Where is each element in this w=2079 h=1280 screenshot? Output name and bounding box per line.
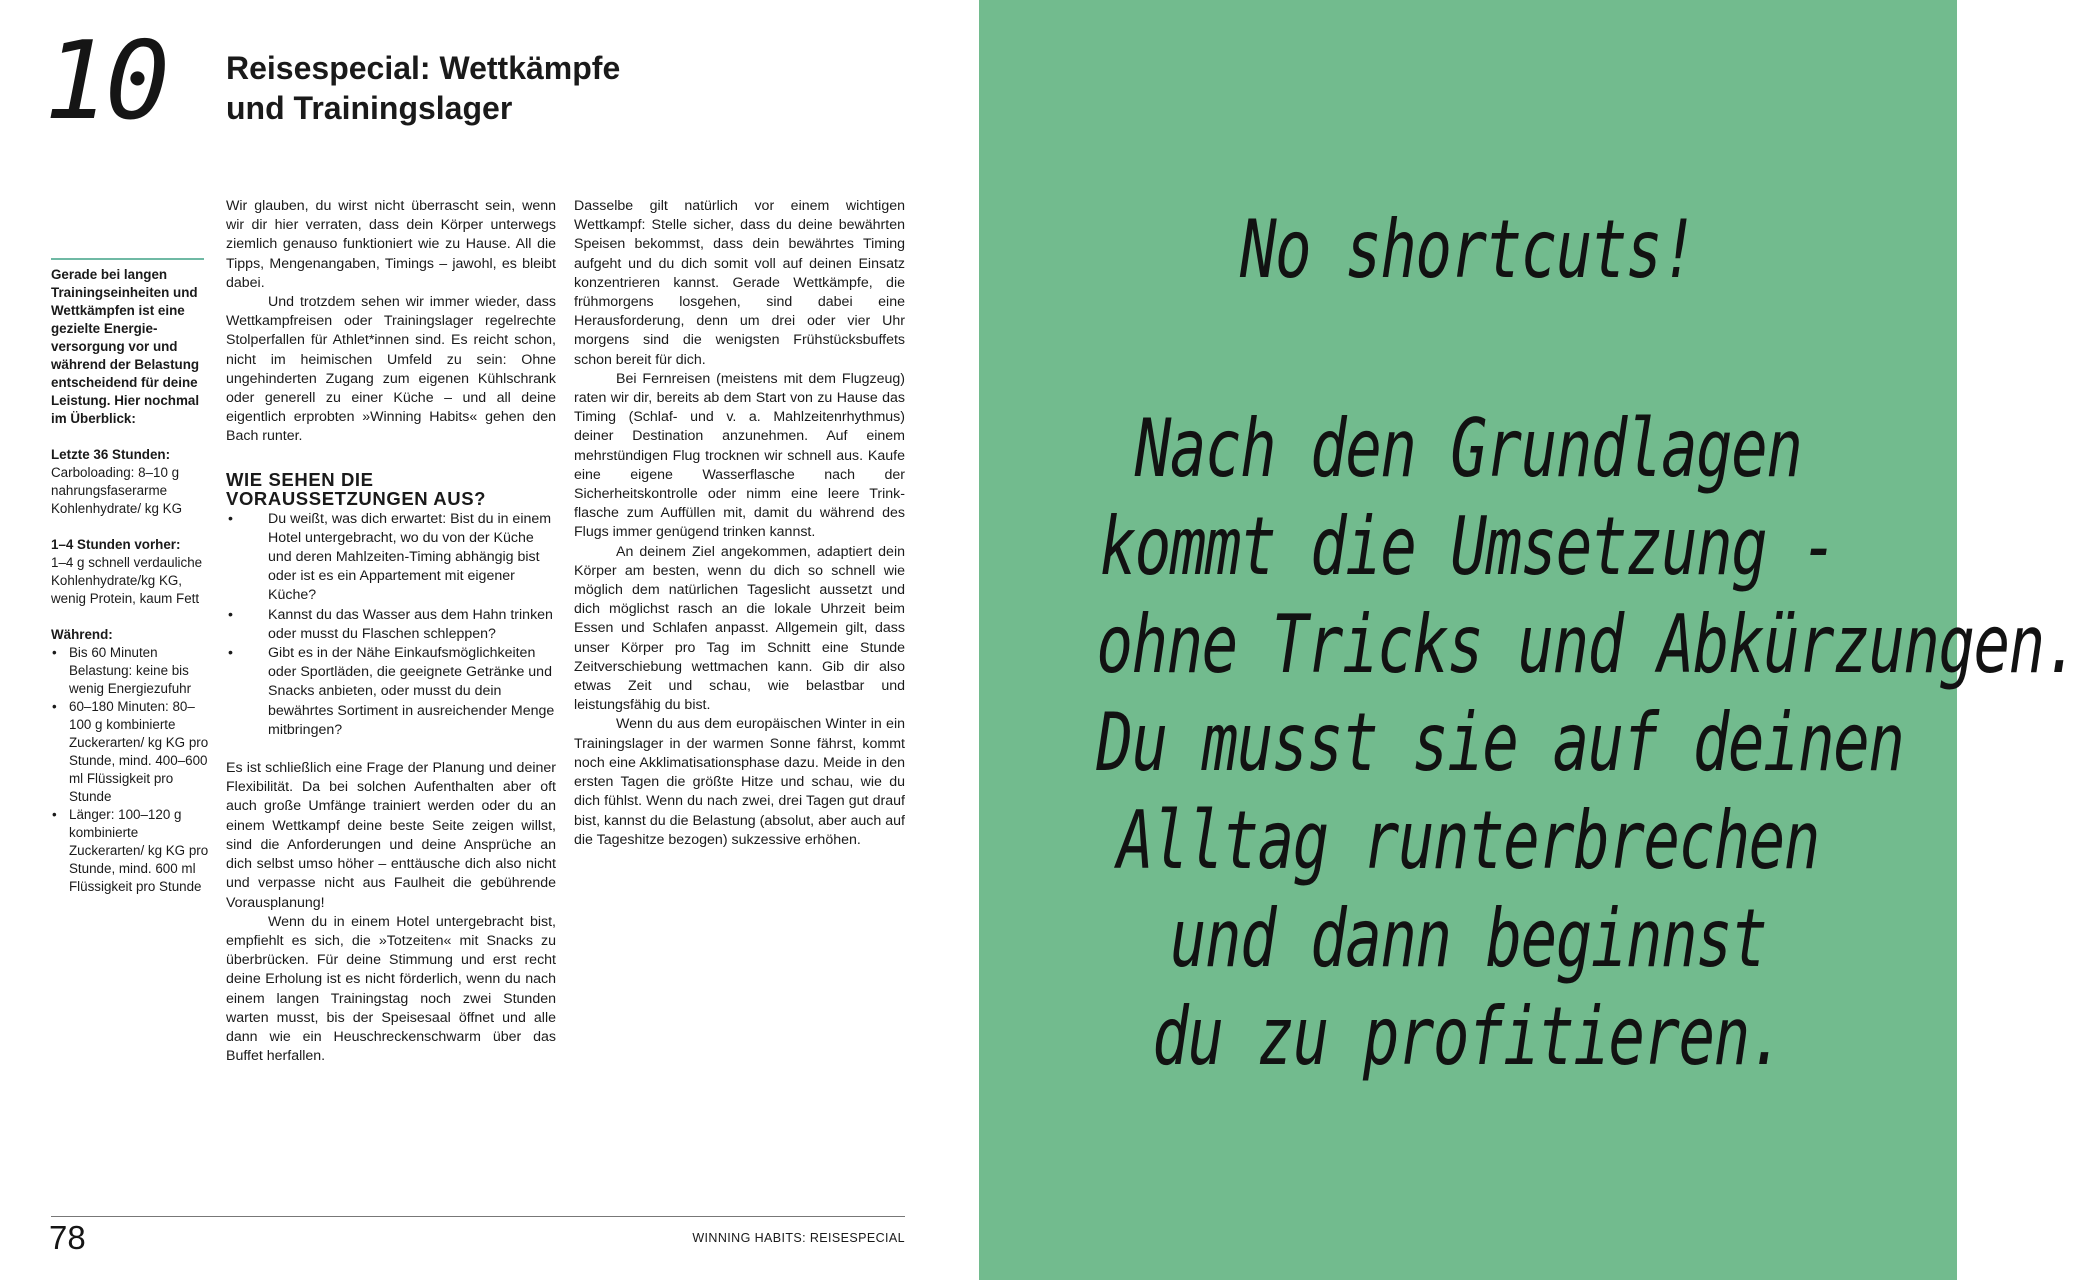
sidebar-intro: Gerade bei langen Trainingseinheiten und Wettkämpfen ist eine gezielte Energieversorgung vor und während der Belastung entscheidend für deine Leistung. Hier nochmal im Überblick: [51, 267, 200, 426]
body-paragraph: An deinem Ziel angekommen, adaptiert dein Körper am besten, wenn du dich so schnell wie möglich dem natürlichen Tageslicht aussetzt und dich möglichst rasch an die lokale Uhrzeit beim Essen und Schlafen anpasst. Allgemein gilt, dass unser Körper pro Tag im Schnitt eine Stunde Zeitverschiebung wettmachen kann. Gib dir also etwas Zeit und schau, wie belastbar und leistungsfähig du bist. [574, 543, 905, 714]
quote-line: Nach den Grundlagen [1134, 402, 1802, 495]
list-item: • Du weißt, was dich erwartet: Bist du in einem Hotel untergebracht, wo du von der Küche und deren Mahlzeiten-Timing abhängig bist oder ist es ein Appartement mit eigener Küche? [226, 510, 556, 606]
body-paragraph: Wenn du aus dem europäischen Winter in ein Trainingslager in der warmen Sonne fährst, kommt noch eine Akklimatisationsphase dazu. Meide in den ersten Tagen die größte Hitze und schau, wie du dich fühlst. Wenn du nach zwei, drei Tagen gut drauf bist, kannst du die Belastung (absolut, aber auch auf die Tageshitze bezogen) sukzessive erhöhen. [574, 716, 905, 848]
body-paragraph: Dasselbe gilt natürlich vor einem wichtigen Wettkampf: Stelle sicher, dass du deine bewährten Speisen bekommst, dass dein bewährtes Timing aufgeht und du dich somit voll auf deinen Einsatz konzentrieren kannst. Gerade Wettkämpfe, die frühmorgens losgehen, sind dabei eine Herausforderung, denn um drei oder vier Uhr morgens sind die wenigsten Frühstücksbuffets schon bereit für dich. [574, 198, 905, 368]
pull-quote [1096, 200, 2079, 1086]
sidebar-block-36h [51, 446, 211, 518]
section-heading: WIE SEHEN DIE VORAUSSETZUNGEN AUS? [226, 468, 487, 509]
quote-line: Alltag runterbrechen [1117, 794, 1819, 887]
footer-divider [51, 1216, 905, 1217]
sidebar-block-1-4h [51, 536, 211, 608]
list-item: • Bis 60 Minuten Belastung: keine bis wenig Energiezufuhr [51, 644, 211, 698]
chapter-title-line2: und Trainingslager [226, 90, 513, 126]
quote-line: kommt die Umsetzung - [1099, 500, 1837, 593]
body-column-right [574, 197, 905, 850]
quote-spacer [1096, 300, 1839, 400]
quote-heading: No shortcuts! [1239, 203, 1697, 296]
body-paragraph: Wir glauben, du wirst nicht überrascht sein, wenn wir dir hier verraten, dass dein Körper unterwegs ziemlich genauso funktioniert wie zu Hause. All die Tipps, Mengenangaben, Timings – jawohl, es bleibt dabei. [226, 198, 556, 291]
checklist [226, 510, 556, 740]
sidebar-block-text: 1–4 g schnell verdauliche Kohlenhydrate/kg KG, wenig Protein, kaum Fett [51, 555, 203, 606]
quote-line: du zu profitieren. [1152, 990, 1784, 1083]
sidebar-block-heading: Letzte 36 Stunden: [51, 447, 171, 462]
chapter-number: 10 [44, 19, 167, 144]
chapter-title-line1: Reisespecial: Wettkämpfe [226, 50, 621, 86]
page-number: 78 [49, 1219, 86, 1256]
right-page [979, 0, 2079, 1280]
list-item: • Kannst du das Wasser aus dem Hahn trinken oder musst du Flaschen schleppen? [226, 606, 556, 644]
body-paragraph: Wenn du in einem Hotel untergebracht bist, empfiehlt es sich, die »Totzeiten« mit Snacks zu überbrücken. Für deine Stimmung und erst recht deine Erholung ist es nicht förderlich, wenn du nach einem langen Trainingstag noch zwei Stunden warten musst, bis der Speisesaal öffnet und alle dann wie ein Heuschreckenschwarm über das Buffet herfallen. [226, 913, 556, 1065]
chapter-title [226, 48, 746, 128]
quote-line: ohne Tricks und Abkürzungen. [1096, 598, 2079, 691]
list-item: • Gibt es in der Nähe Einkaufsmöglichkeiten oder Sportläden, die geeignete Getränke und Snacks anbieten, oder musst du dein bewährtes Sortiment in ausreichender Menge mitbringen? [226, 644, 556, 740]
body-paragraph: Es ist schließlich eine Frage der Planung und deiner Flexibilität. Da bei solchen Aufenthalten aber oft auch große Umfänge trainiert werden oder du an einem Wettkampf deine beste Seite zeigen willst, sind die Anforderungen und deine Ansprüche an dich selbst umso höher – enttäusche dich also nicht und verpasse nicht aus Faulheit die gebührende Vorausplanung! [226, 760, 556, 911]
sidebar-infobox [51, 266, 211, 896]
list-item: • 60–180 Minuten: 80–100 g kombinierte Zuckerarten/ kg KG pro Stunde, mind. 400–600 ml Flüssigkeit pro Stunde [51, 698, 211, 806]
quote-line: und dann beginnst [1169, 892, 1767, 985]
body-paragraph: Bei Fernreisen (meistens mit dem Flugzeug) raten wir dir, bereits ab dem Start von zu Hause das Timing (Schlaf- und v. a. Mahlzeitenrhythmus) deiner Destination anzunehmen. Auf einem mehrstündigen Flug trocknen wir schnell aus. Kaufe eine eigene Wasserflasche nach der Sicherheitskontrolle oder nimm eine leere Trinkflasche zum Auffüllen mit, damit du während des Flugs immer genügend trinken kannst. [574, 370, 905, 541]
sidebar-block-heading: 1–4 Stunden vorher: [51, 537, 181, 552]
left-page [0, 0, 979, 1280]
list-item: • Länger: 100–120 g kombinierte Zuckerarten/ kg KG pro Stunde, mind. 600 ml Flüssigkeit pro Stunde [51, 806, 211, 896]
sidebar-block-during [51, 626, 211, 896]
body-column-left [226, 197, 556, 1066]
quote-line: Du musst sie auf deinen [1096, 696, 1904, 789]
sidebar-block-text: Carboloading: 8–10 g nahrungsfaserarme Kohlenhydrate/ kg KG [51, 465, 183, 516]
body-paragraph: Und trotzdem sehen wir immer wieder, dass Wettkampfreisen oder Trainingslager regelrechte Stolperfallen für Athlet*innen sind. Es reicht schon, nicht im heimischen Umfeld zu sein: Ohne ungehinderten Zugang zum eigenen Kühlschrank oder generell zu einer Küche – und all deine eigentlich erprobten »Winning Habits« gehen den Bach runter. [226, 294, 556, 445]
sidebar-block-heading: Während: [51, 627, 113, 642]
sidebar-divider [51, 258, 204, 260]
sidebar-during-list [51, 644, 211, 896]
running-footer: WINNING HABITS: REISESPECIAL [692, 1231, 905, 1245]
